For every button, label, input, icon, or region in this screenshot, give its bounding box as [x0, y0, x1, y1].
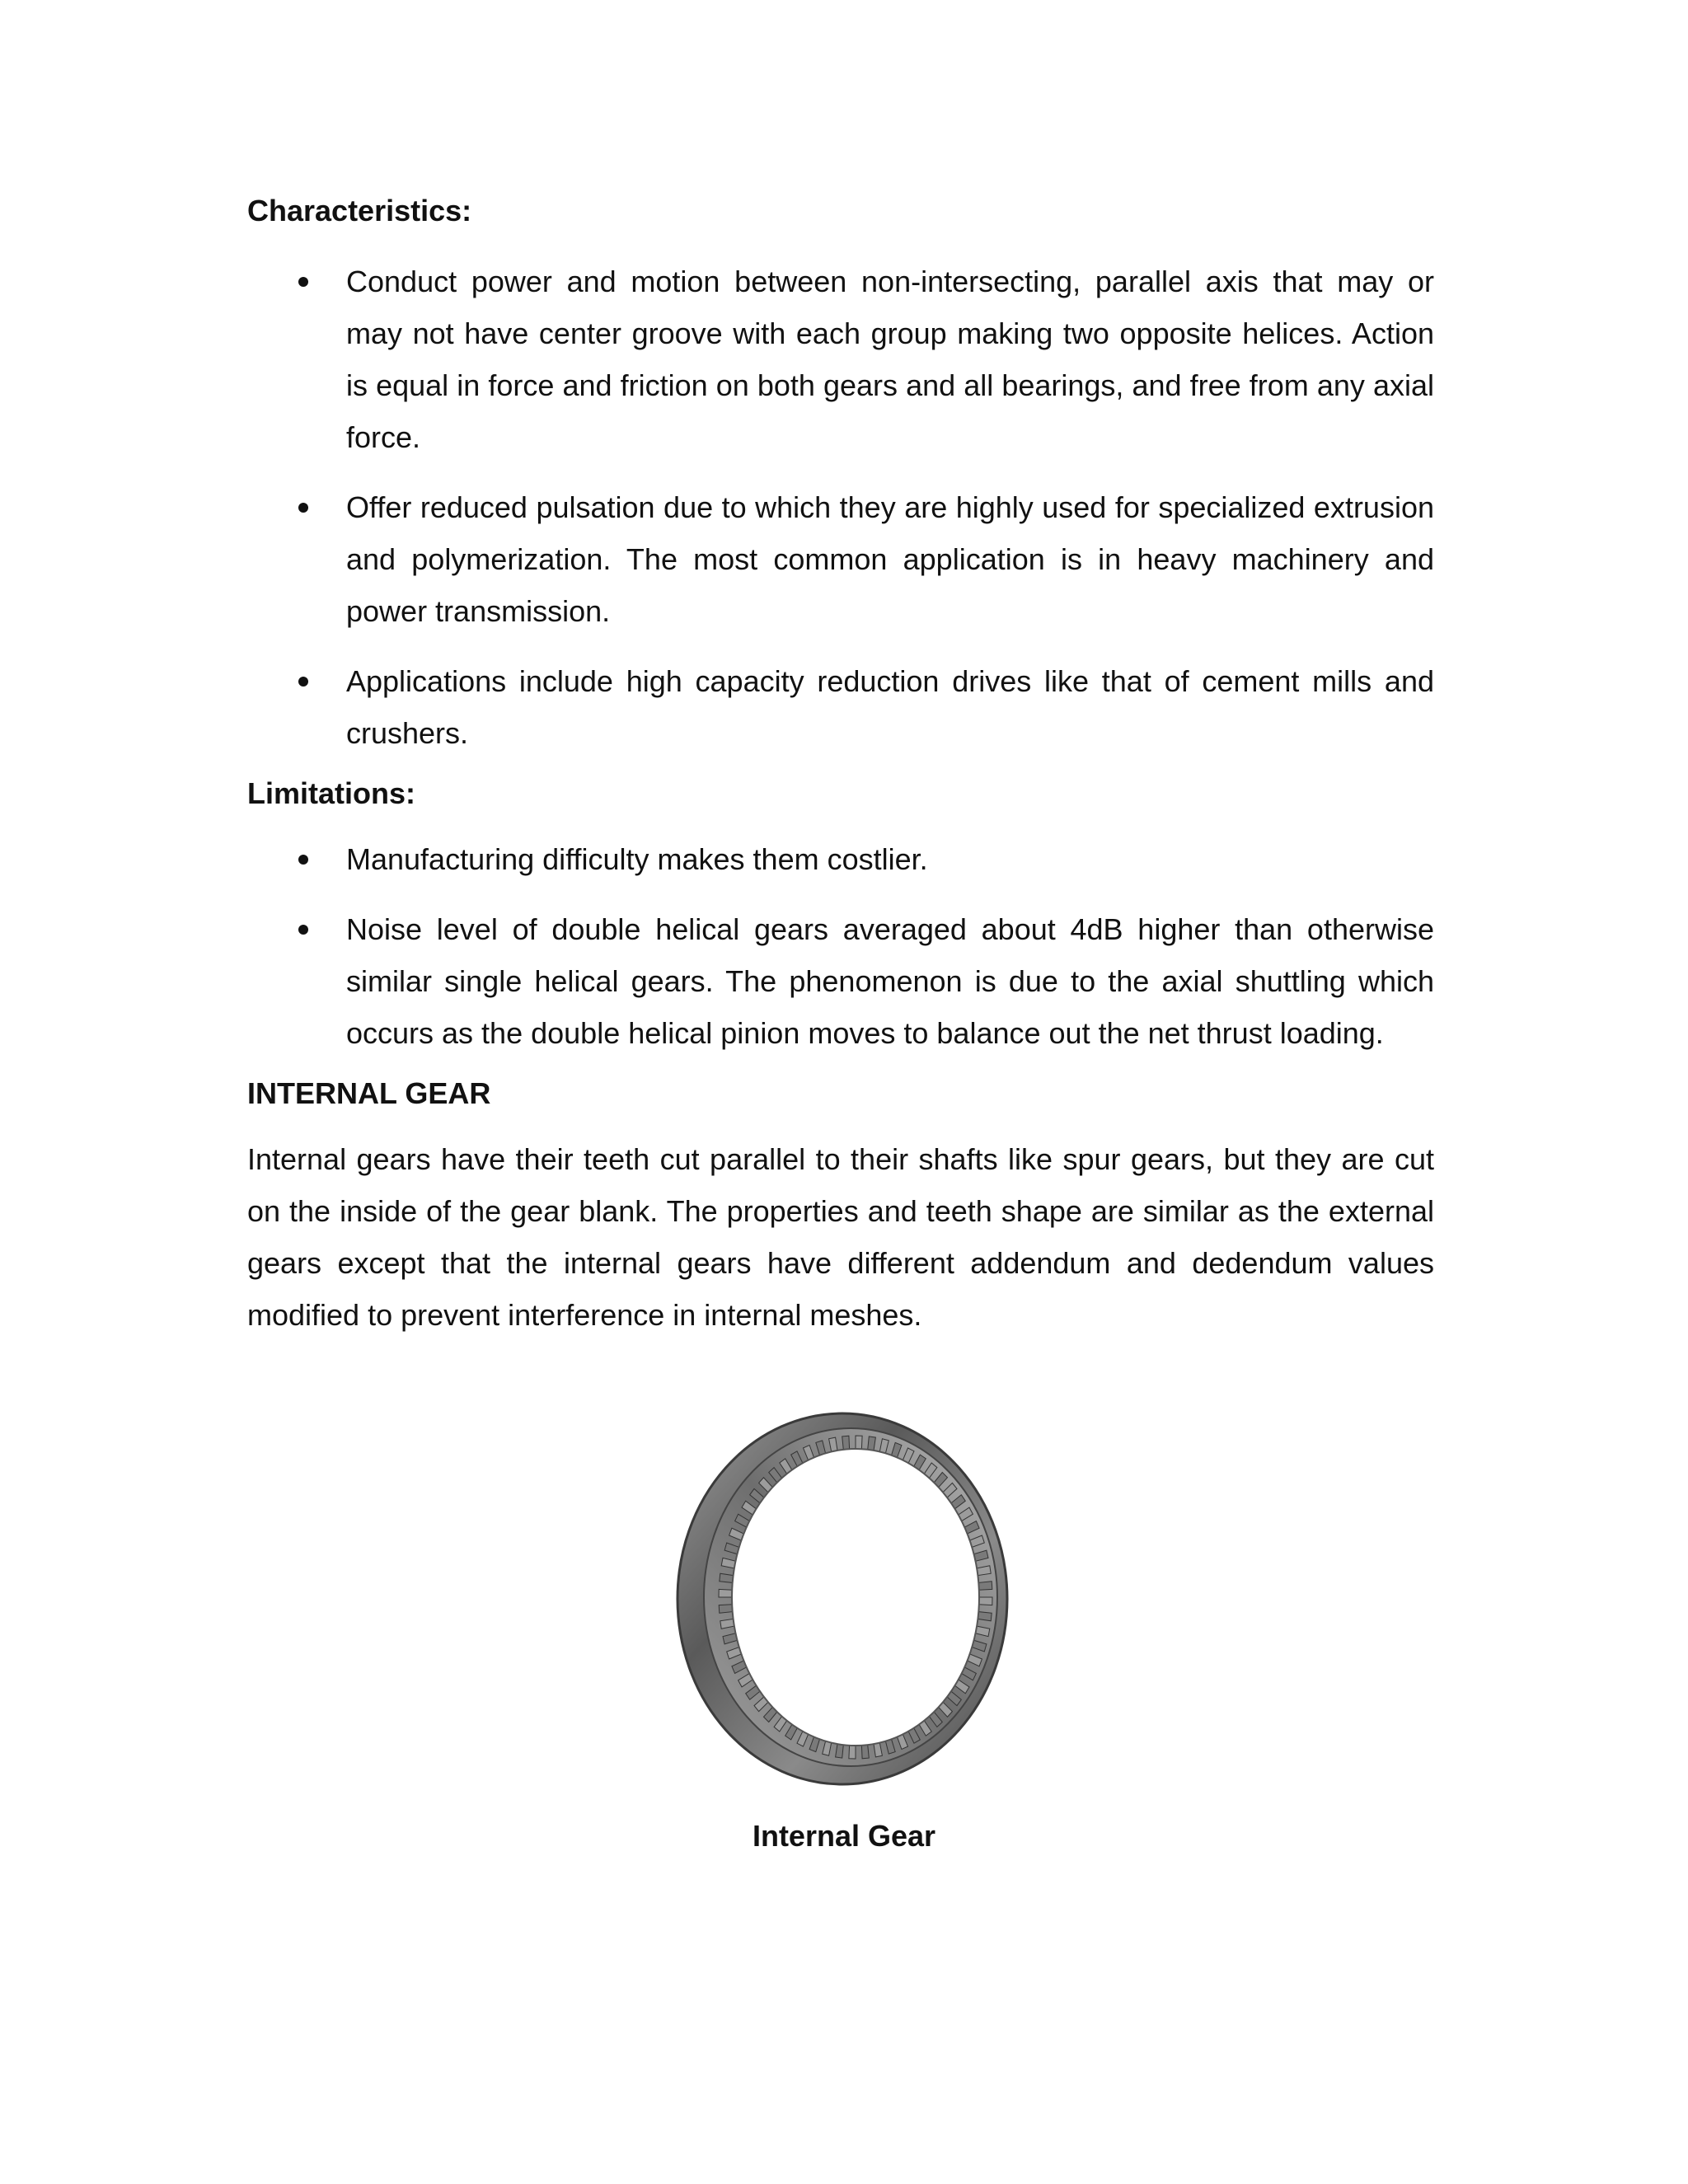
- gear-tooth: [720, 1573, 734, 1582]
- list-item-text: Applications include high capacity reduction drives like that of cement mills and crushers.: [346, 664, 1434, 750]
- list-item: [247, 903, 1434, 1059]
- characteristics-list: [247, 255, 1434, 759]
- gear-inner-bore: [732, 1449, 979, 1746]
- document-page: [247, 194, 1434, 1341]
- list-item-text: Offer reduced pulsation due to which they are highly used for specialized extrusion and polymerization. The most common application is in heavy machinery and power transmission.: [346, 490, 1434, 628]
- list-item: [247, 655, 1434, 759]
- list-item: [247, 255, 1434, 463]
- gear-tooth: [849, 1746, 856, 1759]
- gear-tooth: [719, 1605, 733, 1613]
- list-item: [247, 833, 1434, 885]
- gear-tooth: [719, 1589, 732, 1597]
- gear-tooth: [978, 1612, 992, 1621]
- bullet-icon: [298, 925, 308, 935]
- gear-tooth: [979, 1597, 992, 1605]
- characteristics-heading: Characteristics:: [247, 194, 472, 227]
- gear-tooth: [861, 1745, 869, 1759]
- internal-gear-paragraph: Internal gears have their teeth cut parallel to their shafts like spur gears, but they are cut on the inside of the gear blank. The properties and teeth shape are similar as the external gears except that the internal gears have different addendum and dedendum values modified to prevent interference in internal meshes.: [247, 1142, 1434, 1332]
- gear-tooth: [856, 1436, 862, 1449]
- bullet-icon: [298, 855, 308, 865]
- list-item-text: Conduct power and motion between non-intersecting, parallel axis that may or may not have center groove with each group making two opposite helices. Action is equal in force and friction on both gears and all bearings, and free from any axial force.: [346, 265, 1434, 454]
- internal-gear-svg: [659, 1401, 1022, 1788]
- internal-gear-heading: INTERNAL GEAR: [247, 1076, 491, 1110]
- gear-tooth: [978, 1582, 992, 1590]
- figure-caption: Internal Gear: [752, 1819, 936, 1853]
- limitations-heading: Limitations:: [247, 776, 415, 810]
- list-item: [247, 481, 1434, 637]
- limitations-list: [247, 833, 1434, 1059]
- list-item-text: Noise level of double helical gears averaged about 4dB higher than otherwise similar single helical gears. The phenomenon is due to the axial shuttling which occurs as the double helical pinion moves to balance out the net thrust loading.: [346, 912, 1434, 1050]
- internal-gear-photo-icon: [659, 1401, 1022, 1788]
- list-item-text: Manufacturing difficulty makes them costlier.: [346, 842, 928, 876]
- bullet-icon: [298, 677, 308, 687]
- gear-tooth: [842, 1436, 850, 1450]
- bullet-icon: [298, 503, 308, 513]
- bullet-icon: [298, 277, 308, 287]
